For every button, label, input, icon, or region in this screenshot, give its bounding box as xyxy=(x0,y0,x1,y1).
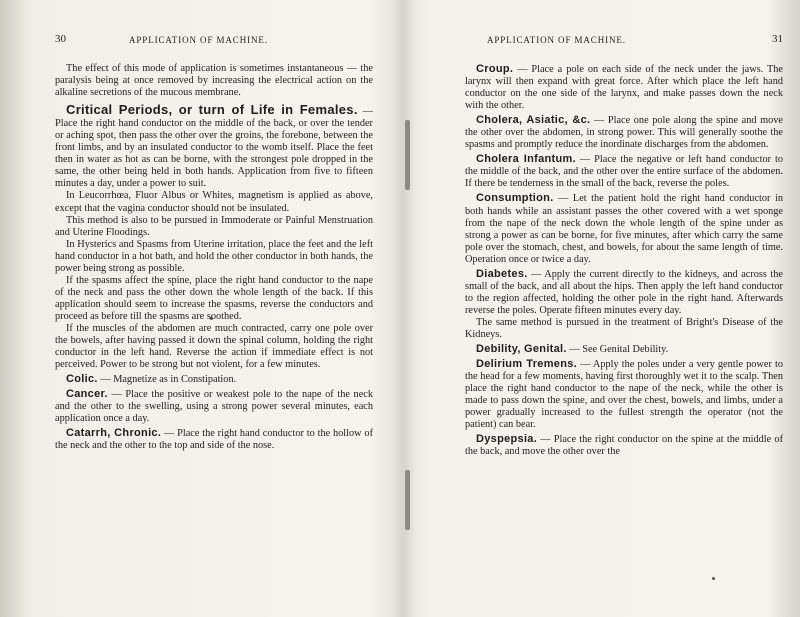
intro-paragraph: The effect of this mode of application is sometimes instantaneous — the paralysis being at once removed by increasing the electrical action on the alkaline secretions of the mucous membrane. xyxy=(55,63,373,99)
binding-stitch-upper xyxy=(405,120,410,190)
text-colic: — Magnetize as in Constipation. xyxy=(97,374,237,386)
paragraph-leucorrhoea: In Leucorrhœa, Fluor Albus or Whites, magnetism is applied as above, except that the vagina conductor should not be insulated. xyxy=(55,190,373,214)
text-catarrh: — Place the right hand conductor to the hollow of the neck and the other to the top and side of the nose. xyxy=(55,428,373,452)
paragraph-brights-disease: The same method is pursued in the treatment of Bright's Disease of the Kidneys. xyxy=(465,316,783,340)
heading-consumption: Consumption. xyxy=(476,192,554,205)
heading-diabetes: Diabetes. xyxy=(476,267,528,280)
text-delirium-tremens: — Apply the poles under a very gentle power to the head for a few moments, having first thoroughly wet it to the scalp. Then place the right hand conductor to the nape of the neck, while the other is made to pass down the spine, and over the chest, bowels, and limbs, under a power gradually increased to the fullest strength the operator (not the patient) can bear. xyxy=(465,359,783,431)
entry-cholera-infantum xyxy=(465,153,783,190)
heading-dyspepsia: Dyspepsia. xyxy=(476,433,538,446)
entry-catarrh xyxy=(55,427,373,452)
entry-debility-genital xyxy=(465,343,783,356)
left-page xyxy=(55,33,373,452)
entry-diabetes xyxy=(465,268,783,317)
heading-croup: Croup. xyxy=(476,63,514,75)
entry-consumption xyxy=(465,192,783,265)
paragraph-menstruation: This method is also to be pursued in Immoderate or Painful Menstruation and Uterine Floodings. xyxy=(55,214,373,238)
entry-cholera-asiatic xyxy=(465,114,783,151)
heading-colic: Colic. xyxy=(66,373,98,386)
paragraph-spasms-spine: If the spasms affect the spine, place the right hand conductor to the nape of the neck and pass the other down the whole length of the back. If this application should seem to increase the spasms, reverse the conductors and proceed as before till the spasms are soothed. xyxy=(55,274,373,322)
text-diabetes: — Apply the current directly to the kidneys, and across the small of the back, and all about the hips. Then apply the left hand conductor to the region affected, holding the other pole in the right hand. Afterwards reverse the poles. Operate fifteen minutes every day. xyxy=(465,268,783,316)
right-page-number: 31 xyxy=(772,33,783,45)
right-running-title: APPLICATION OF MACHINE. xyxy=(487,35,626,45)
binding-stitch-lower xyxy=(405,470,410,530)
text-cholera-infantum: — Place the negative or left hand conductor to the middle of the back, and the other over the entire surface of the abdomen. If there be tenderness in the small of the back, reverse the poles. xyxy=(465,154,784,190)
heading-critical-periods: Critical Periods, or turn of Life in Females. xyxy=(66,102,358,118)
text-dyspepsia: — Place the right conductor on the spine at the middle of the back, and move the other over the xyxy=(465,434,783,458)
text-cholera-asiatic: — Place one pole along the spine and move the other over the abdomen, in strong power. This will generally soothe the spasms and promptly reduce the inordinate discharges from the abdomen. xyxy=(465,115,783,151)
heading-cholera-infantum: Cholera Infantum. xyxy=(476,153,576,166)
heading-delirium-tremens: Delirium Tremens. xyxy=(476,358,577,371)
left-running-title: APPLICATION OF MACHINE. xyxy=(129,35,268,45)
entry-delirium-tremens xyxy=(465,358,783,431)
heading-debility-genital: Debility, Genital. xyxy=(476,343,567,356)
book-gutter xyxy=(392,0,416,617)
entry-critical-periods xyxy=(55,104,373,190)
heading-cancer: Cancer. xyxy=(66,388,108,401)
entry-colic xyxy=(55,373,373,386)
text-croup: — Place a pole on each side of the neck under the jaws. The larynx will then expand with great force. After which place the left hand conductor on the one side of the larynx, and make passes down the neck with the other. xyxy=(465,64,783,112)
right-running-head xyxy=(465,33,783,49)
text-cancer: — Place the positive or weakest pole to the nape of the neck and the other to the swelling, using a strong power several minutes, each application once a day. xyxy=(55,389,373,425)
paragraph-abdomen-muscles: If the muscles of the abdomen are much contracted, carry one pole over the bowels, after having passed it down the spinal column, holding the right conductor in the left hand. Reverse the action if immediate effect is not perceived. Power to be strong but not violent, for a few minutes. xyxy=(55,322,373,371)
text-critical-periods: — Place the right hand conductor on the middle of the back, or over the tender or aching spot, then pass the other over the groins, the forebone, between the front limbs, and by an insulated conductor to the womb itself. Place the feet then in water as hot as can be borne, with the strongest pole dropped in the same, the other being held in both hands. Application from five to fifteen minutes a day, under a power to suit. xyxy=(55,106,373,190)
heading-cholera-asiatic: Cholera, Asiatic, &c. xyxy=(476,114,591,127)
paragraph-hysterics: In Hysterics and Spasms from Uterine irritation, place the feet and the left hand conductor in a hot bath, and hold the other conductor in both hands, the power being strong as possible. xyxy=(55,238,373,274)
left-running-head xyxy=(55,33,373,49)
text-debility-genital: — See Genital Debility. xyxy=(566,344,669,356)
entry-dyspepsia xyxy=(465,433,783,458)
print-speck xyxy=(712,577,715,580)
text-consumption: — Let the patient hold the right hand conductor in both hands while an assistant passes the other covered with a wet sponge from the nape of the neck down the whole length of the spine under as strong a power as can be borne, for five minutes, after which carry the same pole over the stomach, chest, and bowels, for about the same length of time. Operation once or twice a day. xyxy=(465,193,783,265)
entry-cancer xyxy=(55,388,373,425)
entry-croup xyxy=(465,63,783,112)
right-page xyxy=(465,33,783,458)
heading-catarrh: Catarrh, Chronic. xyxy=(66,427,162,440)
left-page-number: 30 xyxy=(55,33,66,45)
